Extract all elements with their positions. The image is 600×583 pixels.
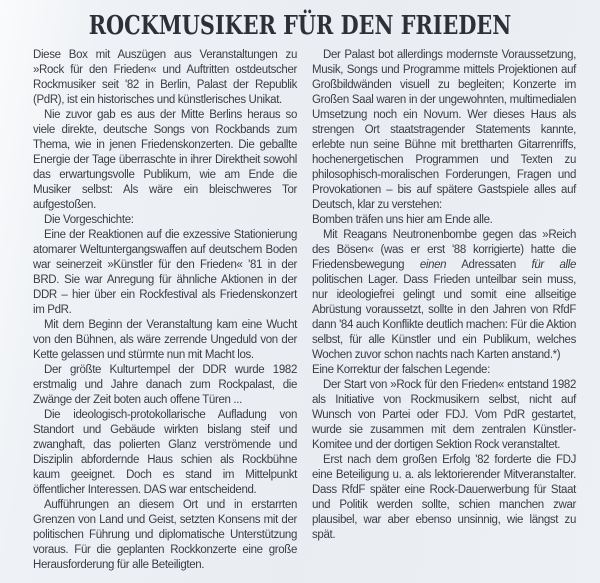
- emphasized-text: einen: [419, 259, 447, 271]
- text-run: Diese Box mit Auszügen aus Veranstaltungen zu »Rock für den Frieden« und Auftritten ostdeutscher Rockmusiker seit '82 in Berlin, Palast der Republik (PdR), ist ein historisches und künstlerisches Unikat.: [33, 49, 297, 106]
- emphasized-text: für alle: [531, 259, 577, 271]
- paragraph: [33, 228, 297, 318]
- text-run: Der größte Kulturtempel der DDR wurde 1982 erstmalig und Jahre danach zum Rockpalast, die Zwänge der Zeit boten auch offene Türen ...: [33, 364, 297, 406]
- paragraph: [33, 363, 297, 408]
- paragraph: [33, 48, 297, 108]
- paragraph: [312, 228, 576, 363]
- text-run: Aufführungen an diesem Ort und in erstarrten Grenzen von Land und Geist, setzten Konsens mit der politischen Führung und diplomatische Unterstützung voraus. Für die geplanten Rockkonzerte eine große Herausforderung für alle Beteiligten.: [33, 499, 297, 571]
- text-run: Eine der Reaktionen auf die exzessive Stationierung atomarer Weltuntergangswaffen auf deutschem Boden war seinerzeit »Künstler für den Frieden« '81 in der BRD. Sie war Anregung für ähnliche Aktionen in der DDR – hier über ein Rockfestival als Friedenskonzert im PdR.: [33, 229, 297, 316]
- paragraph: [312, 453, 576, 543]
- paragraph: [33, 408, 297, 498]
- paragraph: [33, 108, 297, 213]
- paragraph: [33, 318, 297, 363]
- text-run: Nie zuvor gab es aus der Mitte Berlins heraus so viele direkte, deutsche Songs von Rockbands zum Thema, wie in jenen Friedenskonzerten. Die geballte Energie der Tage überraschte in ihrer Direktheit sowohl das erwartungsvolle Publikum, wie am Ende die Musiker selbst: Als wäre ein bleischweres Tor aufgestoßen.: [33, 109, 297, 211]
- paragraph: [312, 378, 576, 453]
- paragraph: [312, 48, 576, 213]
- text-run: Der Palast bot allerdings modernste Voraussetzung, Musik, Songs und Programme mittels Projektionen auf Großbildwänden visuell zu begleiten; Konzerte im Großen Saal waren in der ungewohnten, multimedialen Umsetzung noch ein Novum. Wer dieses Haus als strengen Ort staatstragender Statements kannte, erlebte nun seine Bühne mit brettharten Gitarrenriffs, hochenergetischen Programmen und Texten zu philosophisch-moralischen Forderungen, Fragen und Provokationen – bis auf spätere Gastspiele alles auf Deutsch, klar zu verstehen:: [312, 49, 576, 211]
- right-column: [312, 48, 576, 573]
- text-run: Die ideologisch-protokollarische Aufladung von Standort und Gebäude wirkten bislang steif und zwanghaft, das polierten Glanz verströmende und Disziplin abfordernde Haus schien als Rockbühne kaum geeignet. Doch es stand im Mittelpunkt öffentlicher Interessen. DAS war entscheidend.: [33, 409, 297, 496]
- text-run: Eine Korrektur der falschen Legende:: [312, 364, 490, 376]
- text-run: Der Start von »Rock für den Frieden« entstand 1982 als Initiative von Rockmusikern selbst, nicht auf Wunsch von Partei oder FDJ. Vom PdR gestartet, wurde sie zusammen mit dem zentralen Künstler-Komitee und der dortigen Sektion Rock veranstaltet.: [312, 379, 576, 451]
- text-run: Mit dem Beginn der Veranstaltung kam eine Wucht von den Bühnen, als wäre zerrende Ungeduld von der Kette gelassen und stürmte nun mit Macht los.: [33, 319, 297, 361]
- paragraph: [33, 213, 297, 228]
- paragraph: [312, 213, 576, 228]
- text-run: Bomben träfen uns hier am Ende alle.: [312, 214, 493, 226]
- left-column: [33, 48, 297, 573]
- text-run: politischen Lager. Dass Frieden unteilbar sein muss, nur ideologiefrei gelingt und somit eine allseitige Abrüstung voraussetzt, sollte in den Jahren von RfdF dann '84 auch Konflikte deutlich machen: Für die Aktion selbst, für alle Künstler und ein Publikum, welches Wochen zuvor schon nachts nach Karten anstand.*): [312, 274, 576, 361]
- text-run: Die Vorgeschichte:: [44, 214, 134, 226]
- text-run: Adressaten: [446, 259, 532, 271]
- paragraph: [33, 498, 297, 573]
- page-title: ROCKMUSIKER FÜR DEN FRIEDEN: [88, 11, 512, 41]
- paragraph: [312, 363, 576, 378]
- text-columns: [0, 48, 600, 573]
- text-run: Mit Reagans Neutronenbombe gegen das »Reich des Bösen« (was er erst '88 korrigierte) hatte die Friedensbewegung: [312, 229, 576, 271]
- text-run: Erst nach dem großen Erfolg '82 forderte die FDJ eine Beteiligung u. a. als lektorierender Mitveranstalter. Dass RfdF später eine Rock-Dauerwerbung für Staat und Politik werden sollte, schien manchen zwar plausibel, war aber ebenso unsinnig, wie längst zu spät.: [312, 454, 576, 541]
